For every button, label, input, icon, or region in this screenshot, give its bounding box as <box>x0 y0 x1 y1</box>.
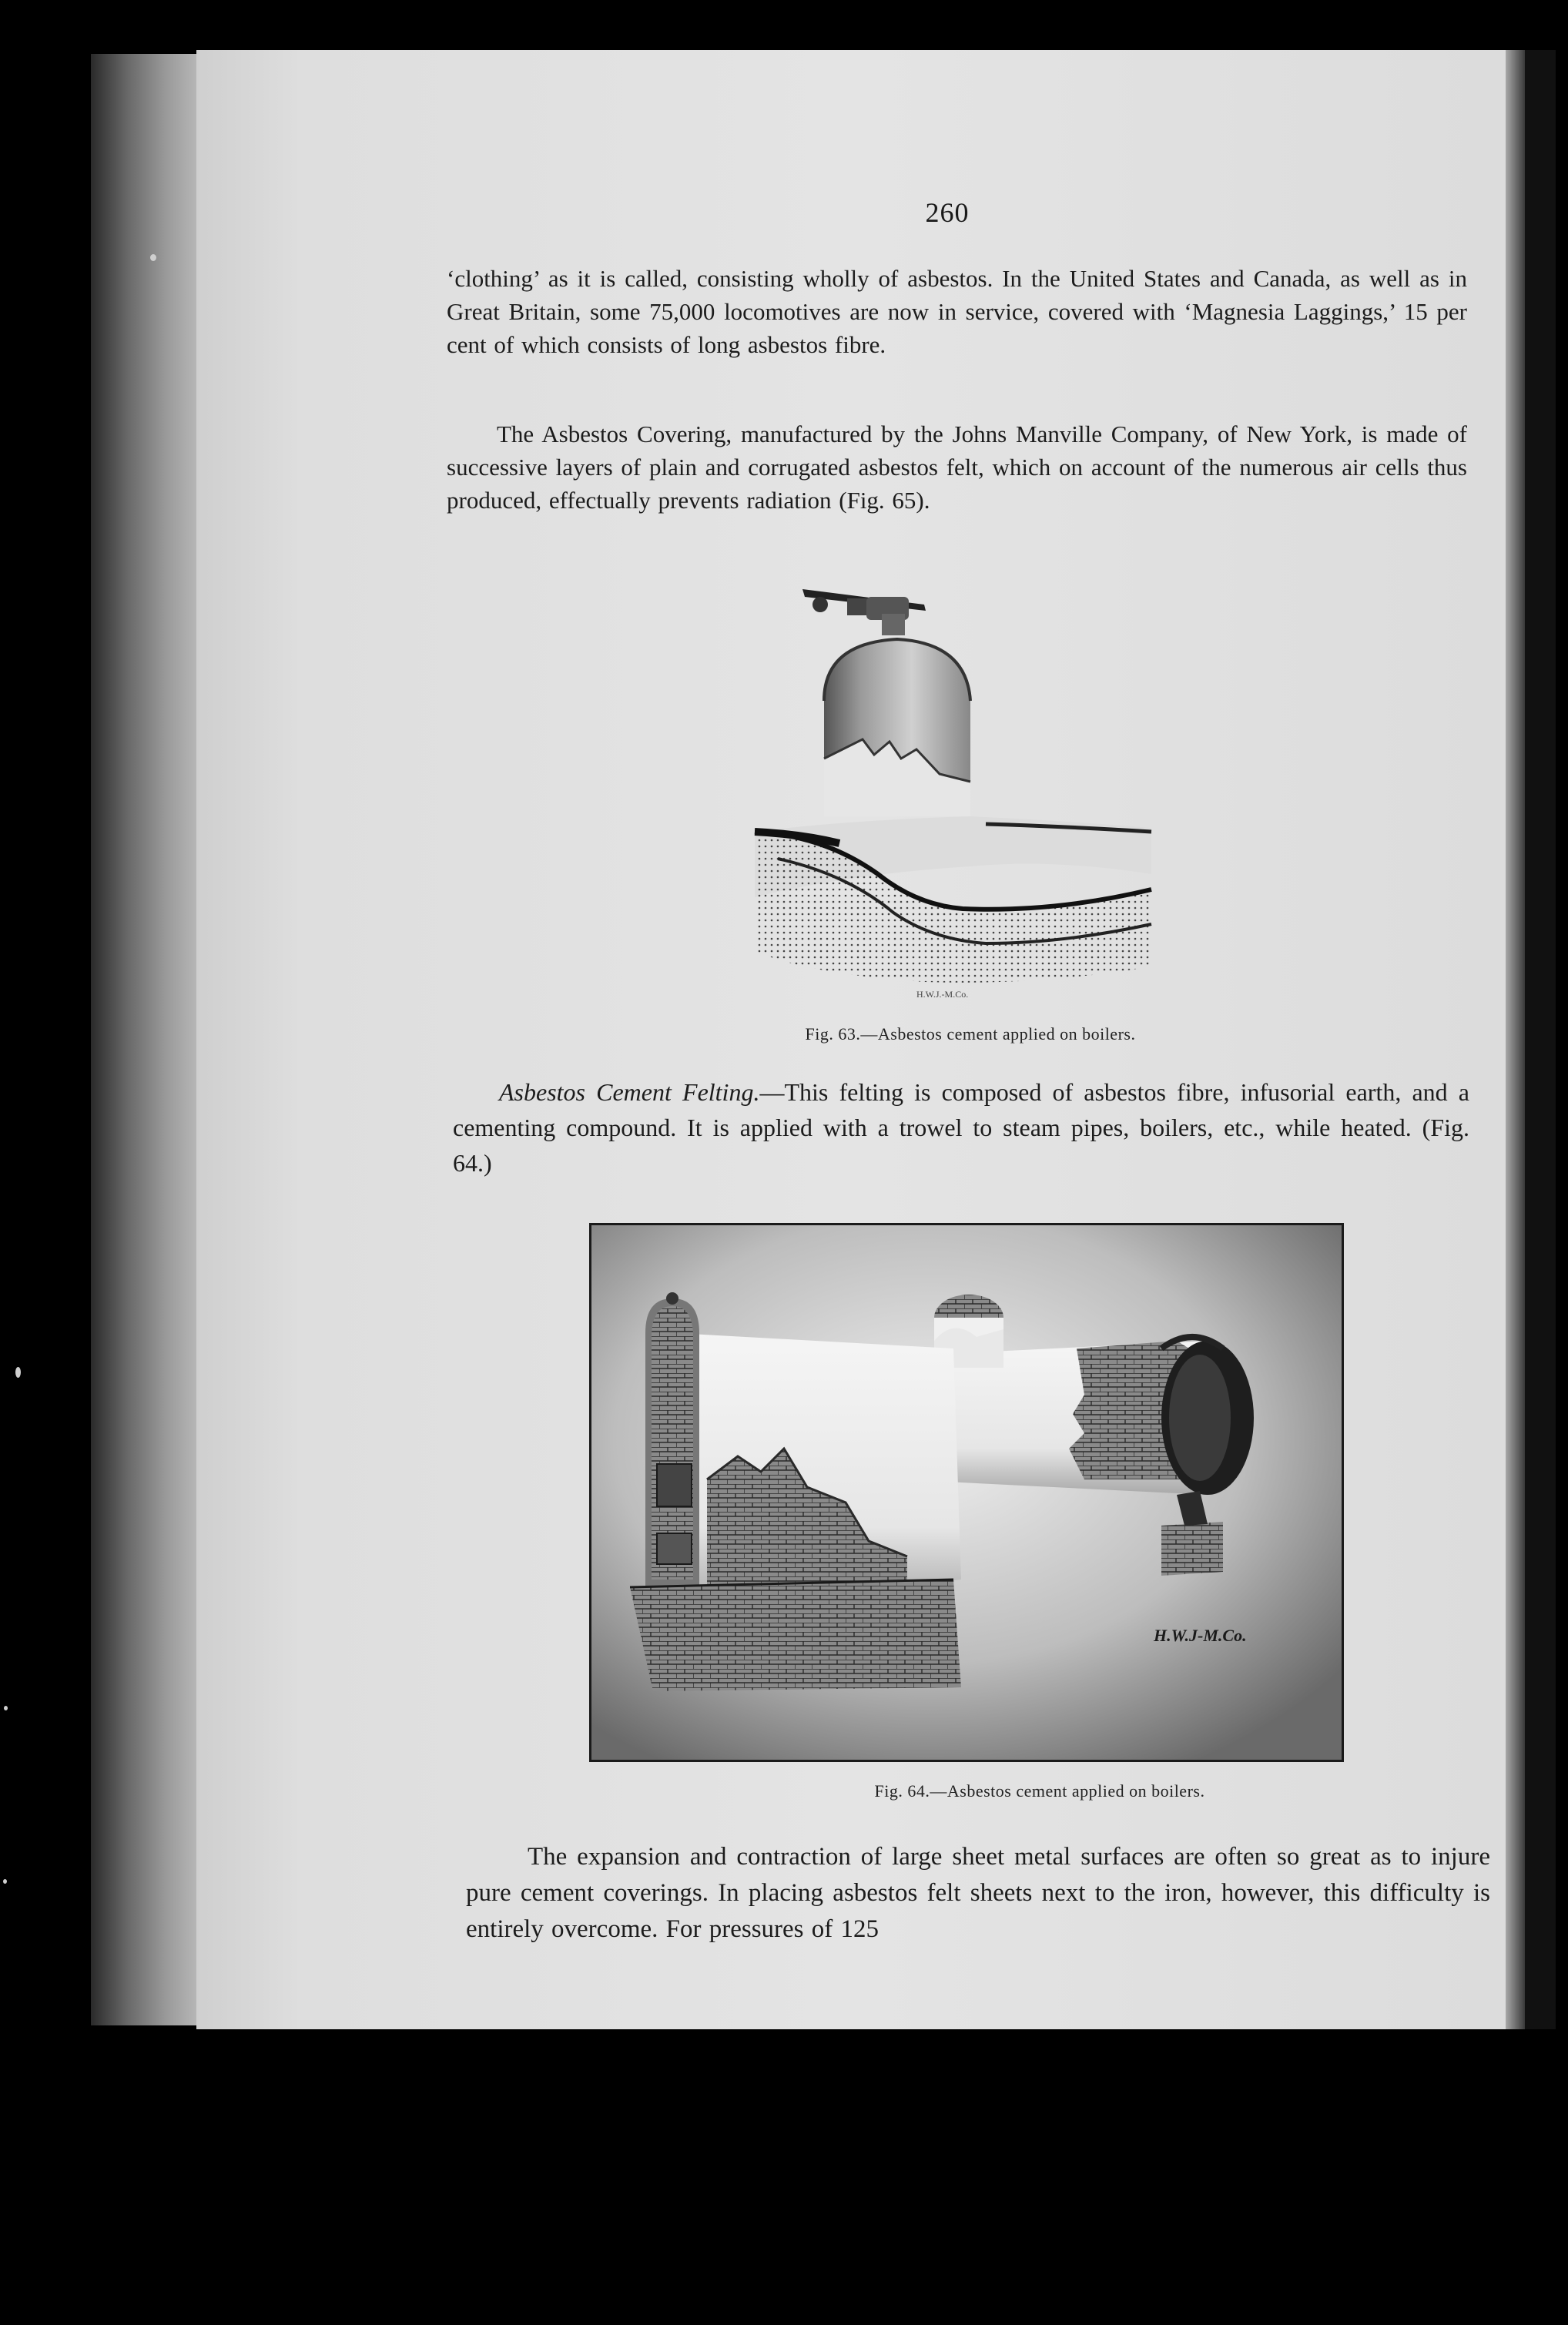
paragraph-cement-felting <box>453 1074 1469 1181</box>
paragraph-expansion: The expansion and contraction of large sheet metal surfaces are often so great as to injure pure cement coverings. In placing asbestos felt sheets next to the iron, however, this difficulty is entirely overcome. For pressures of 125 <box>466 1843 1490 1943</box>
page-number: 260 <box>925 197 970 228</box>
figure-63-caption: Fig. 63.—Asbestos cement applied on boilers. <box>805 1024 1136 1044</box>
paragraph-asbestos-covering: The Asbestos Covering, manufactured by the Johns Manville Company, of New York, is made of successive layers of plain and corrugated asbestos felt, which on account of the numerous air cells thus produced, effectually prevents radiation (Fig. 65). <box>447 420 1467 514</box>
boiler-main-shell <box>676 1333 961 1610</box>
section-heading: Asbestos Cement Felting. <box>499 1078 760 1106</box>
section-body: —This felting is composed of asbestos fibre, infusorial earth, and a cementing compound. It is applied with a trowel to steam pipes, boilers, etc., while heated. (Fig. 64.) <box>453 1078 1469 1177</box>
scan-speck <box>3 1879 7 1884</box>
facing-page-edge <box>91 54 199 2025</box>
figure-64-illustration <box>591 1225 1342 1760</box>
figure-64-frame <box>589 1223 1344 1762</box>
book-spine-edge <box>1525 50 1556 2029</box>
scan-speck <box>4 1706 8 1710</box>
steam-dome <box>824 639 970 816</box>
paragraph-clothing: ‘clothing’ as it is called, consisting wholly of asbestos. In the United States and Canada, as well as in Great Britain, some 75,000 locomotives are now in service, covered with ‘Magnesia Laggings,’ 15 per cent of which consists of long asbestos fibre. <box>447 265 1467 358</box>
figure-64-signature: H.W.J-M.Co. <box>1154 1626 1247 1645</box>
figure-63-signature: H.W.J.-M.Co. <box>916 989 969 1000</box>
page-right-shadow <box>1506 50 1525 2029</box>
safety-valve <box>802 589 926 635</box>
boiler-front-door <box>645 1292 699 1587</box>
scan-speck <box>15 1367 21 1378</box>
figure-64-caption: Fig. 64.—Asbestos cement applied on boilers. <box>874 1781 1205 1801</box>
boiler-shell <box>755 816 1151 983</box>
figure-63-illustration <box>732 566 1178 1005</box>
scan-speck <box>150 254 156 261</box>
